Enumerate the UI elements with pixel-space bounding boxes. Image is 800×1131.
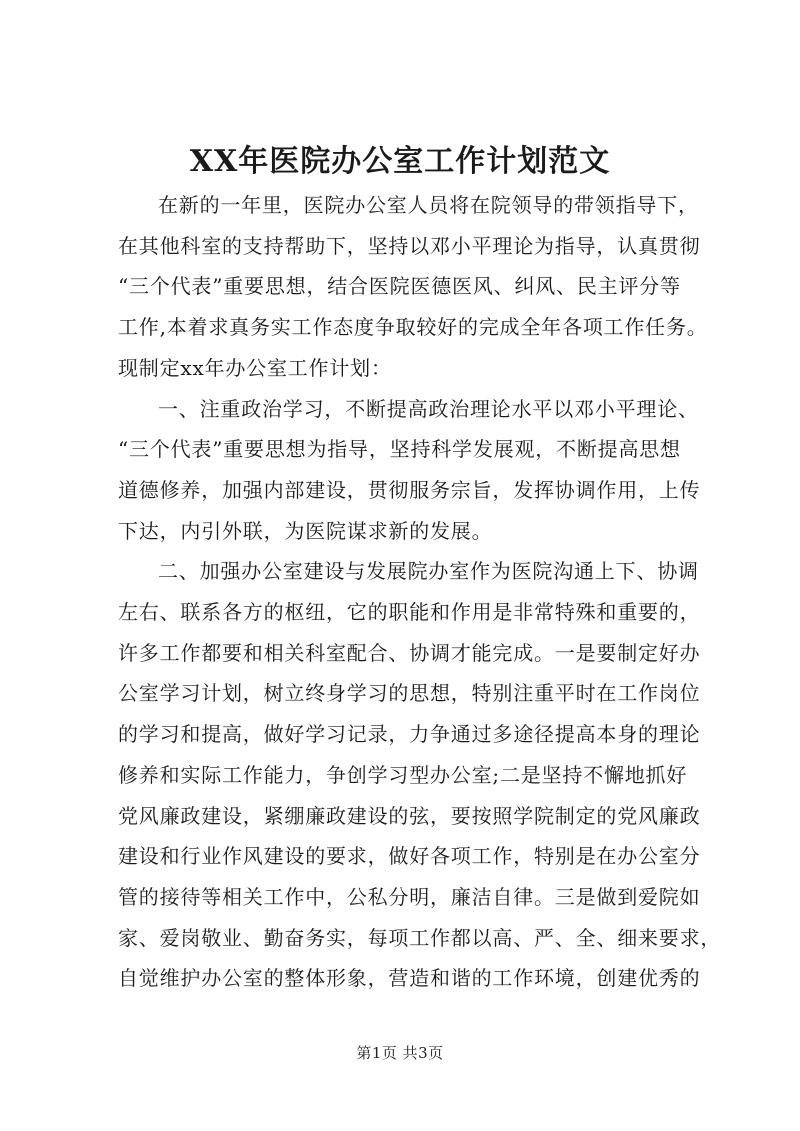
paragraph-line: 道德修养，加强内部建设，贯彻服务宗旨，发挥协调作用，上传 xyxy=(118,477,701,502)
paragraph-line: 管的接待等相关工作中，公私分明，廉洁自律。三是做到爱院如 xyxy=(118,884,701,909)
paragraph-section-1 xyxy=(118,389,702,552)
paragraph-line: 许多工作都要和相关科室配合、协调才能完成。一是要制定好办 xyxy=(118,640,701,665)
page-footer: 第1页 共3页 xyxy=(356,1044,444,1062)
document-title: XX年医院办公室工作计划范文 xyxy=(189,144,611,179)
paragraph-line: 现制定xx年办公室工作计划： xyxy=(118,355,392,380)
paragraph-section-2 xyxy=(118,551,722,999)
paragraph-line: 一、注重政治学习，不断提高政治理论水平以邓小平理论、 xyxy=(158,396,699,421)
paragraph-line: 自觉维护办公室的整体形象，营造和谐的工作环境，创建优秀的 xyxy=(118,966,701,991)
paragraph-line: “三个代表”重要思想为指导，坚持科学发展观，不断提高思想 xyxy=(118,437,681,462)
paragraph-line: 二、加强办公室建设与发展院办室作为医院沟通上下、协调 xyxy=(158,559,699,584)
paragraph-intro xyxy=(118,185,708,389)
paragraph-line: 公室学习计划，树立终身学习的思想，特别注重平时在工作岗位 xyxy=(118,681,701,706)
paragraph-line: 建设和行业作风建设的要求，做好各项工作，特别是在办公室分 xyxy=(118,844,701,869)
paragraph-line: 工作,本着求真务实工作态度争取较好的完成全年各项工作任务。 xyxy=(118,315,708,340)
paragraph-line: 在新的一年里，医院办公室人员将在院领导的带领指导下， xyxy=(158,193,699,217)
paragraph-line: 修养和实际工作能力，争创学习型办公室;二是坚持不懈地抓好 xyxy=(118,762,688,787)
document-body xyxy=(118,185,722,999)
paragraph-line: 下达，内引外联，为医院谋求新的发展。 xyxy=(118,518,493,543)
paragraph-line: 党风廉政建设，紧绷廉政建设的弦，要按照学院制定的党风廉政 xyxy=(118,803,701,828)
paragraph-line: 左右、联系各方的枢纽，它的职能和作用是非常特殊和重要的， xyxy=(118,600,701,625)
paragraph-line: 家、爱岗敬业、勤奋务实，每项工作都以高、严、全、细来要求， xyxy=(118,925,722,950)
paragraph-line: 的学习和提高，做好学习记录，力争通过多途径提高本身的理论 xyxy=(118,722,701,747)
paragraph-line: “三个代表”重要思想，结合医院医德医风、纠风、民主评分等 xyxy=(118,274,681,299)
paragraph-line: 在其他科室的支持帮助下，坚持以邓小平理论为指导，认真贯彻 xyxy=(118,233,701,258)
